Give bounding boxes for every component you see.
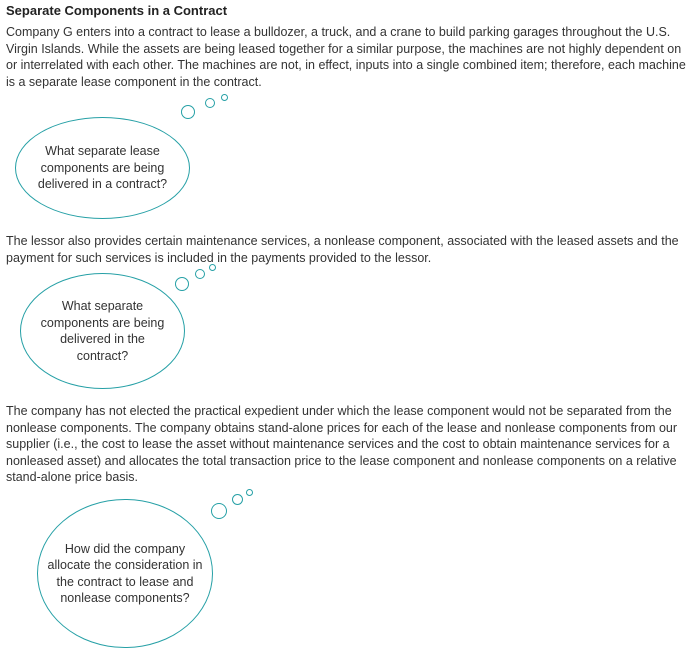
paragraph-price-allocation: The company has not elected the practical expedient under which the lease component would not be separated from the nonlease components. The company obtains stand-alone prices for each of the lease and nonlease components from our supplier (i.e., the cost to lease the asset without maintenance services and the cost to obtain maintenance services for a nonleased asset) and allocates the total transaction price to the lease component and nonlease components on a relative stand-alone price basis.: [6, 404, 678, 484]
paragraph-maintenance-services: The lessor also provides certain maintenance services, a nonlease component, associated with the leased assets and the payment for such services is included in the payments provided to the lessor.: [6, 234, 679, 265]
thought-dot-large: [181, 105, 195, 119]
thought-bubble-question-2: [20, 273, 185, 389]
thought-dot-small: [209, 264, 216, 271]
thought-dot-small: [246, 489, 253, 496]
section-title: Separate Components in a Contract: [6, 3, 228, 18]
thought-dot-small: [221, 94, 228, 101]
bubble-question-text: What separate lease components are being delivered in a contract?: [37, 144, 168, 192]
thought-bubble-question-3: [37, 499, 213, 648]
bubble-question-text: How did the company allocate the consideration in the contract to lease and nonlease components?: [47, 541, 203, 605]
thought-dot-medium: [195, 269, 205, 279]
thought-dot-large: [175, 277, 189, 291]
paragraph-lease-components: Company G enters into a contract to lease a bulldozer, a truck, and a crane to build parking garages throughout the U.S. Virgin Islands. While the assets are being leased together for a similar purpose, the machines are not highly dependent on or interrelated with each other. The machines are not, in effect, inputs into a single combined item; therefore, each machine is a separate lease component in the contract.: [6, 25, 686, 89]
thought-dot-medium: [232, 494, 243, 505]
thought-bubble-question-1: [15, 117, 190, 219]
thought-dot-large: [211, 503, 227, 519]
bubble-question-text: What separate components are being delivered in the contract?: [40, 299, 165, 363]
thought-dot-medium: [205, 98, 215, 108]
